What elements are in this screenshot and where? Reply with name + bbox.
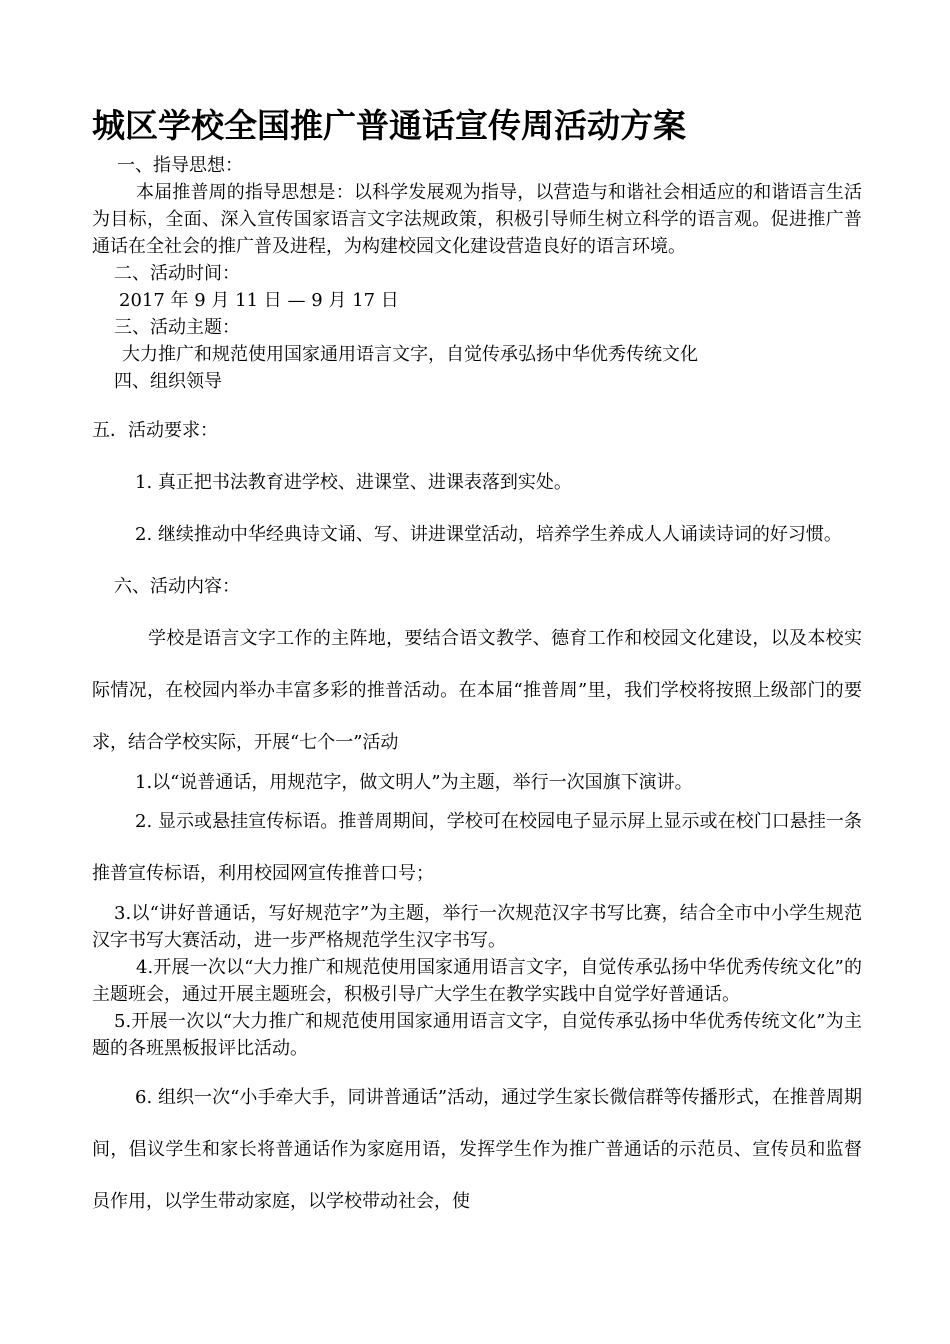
section-heading-guiding-ideology: 一、指导思想： xyxy=(117,155,243,176)
activity-item-4: 4.开展一次以“大力推广和规范使用国家通用语言文字，自觉传承弘扬中华优秀传统文化”的主题班会，通过开展主题班会，积极引导广大学生在教学实践中自觉学好普通话。 xyxy=(92,957,862,1005)
section-heading-activity-theme: 三、活动主题： xyxy=(114,317,240,338)
activity-item-1: 1.以“说普通话，用规范字，做文明人”为主题，举行一次国旗下演讲。 xyxy=(135,772,693,793)
section-heading-activity-content: 六、活动内容： xyxy=(114,576,240,597)
requirement-item-2: 2. 继续推动中华经典诗文诵、写、讲进课堂活动，培养学生养成人人诵读诗词的好习惯。 xyxy=(135,524,842,545)
section-heading-requirements: 五．活动要求： xyxy=(92,420,218,441)
section-body-guiding-ideology: 本届推普周的指导思想是：以科学发展观为指导，以营造与和谐社会相适应的和谐语言生活为目标，全面、深入宣传国家语言文字法规政策，积极引导师生树立科学的语言观。促进推广普通话在全社会的推广普及进程，为构建校园文化建设营造良好的语言环境。 xyxy=(92,182,862,257)
activity-item-6: 6. 组织一次“小手牵大手，同讲普通话”活动，通过学生家长微信群等传播形式，在推普周期间，倡议学生和家长将普通话作为家庭用语，发挥学生作为推广普通话的示范员、宣传员和监督员作用，以学生带动家庭，以学校带动社会，使 xyxy=(92,1087,862,1212)
section-body-activity-theme: 大力推广和规范使用国家通用语言文字，自觉传承弘扬中华优秀传统文化 xyxy=(122,344,698,365)
section-body-activity-content: 学校是语言文字工作的主阵地，要结合语文教学、德育工作和校园文化建设，以及本校实际情况，在校园内举办丰富多彩的推普活动。在本届“推普周”里，我们学校将按照上级部门的要求，结合学校实际，开展“七个一”活动 xyxy=(92,628,862,753)
document-title: 城区学校全国推广普通话宣传周活动方案 xyxy=(92,106,686,145)
activity-item-5: 5.开展一次以“大力推广和规范使用国家通用语言文字，自觉传承弘扬中华优秀传统文化”为主题的各班黑板报评比活动。 xyxy=(92,1011,862,1059)
requirement-item-1: 1. 真正把书法教育进学校、进课堂、进课表落到实处。 xyxy=(135,472,572,493)
section-heading-organization: 四、组织领导 xyxy=(114,371,222,392)
activity-item-2: 2. 显示或悬挂宣传标语。推普周期间，学校可在校园电子显示屏上显示或在校门口悬挂一条推普宣传标语，利用校园网宣传推普口号； xyxy=(92,811,862,884)
section-body-activity-time: 2017 年 9 月 11 日 — 9 月 17 日 xyxy=(119,290,399,311)
section-heading-activity-time: 二、活动时间： xyxy=(114,263,240,284)
activity-item-3: 3.以“讲好普通话，写好规范字”为主题，举行一次规范汉字书写比赛，结合全市中小学生规范汉字书写大赛活动，进一步严格规范学生汉字书写。 xyxy=(92,903,862,951)
document-page xyxy=(92,100,862,1228)
